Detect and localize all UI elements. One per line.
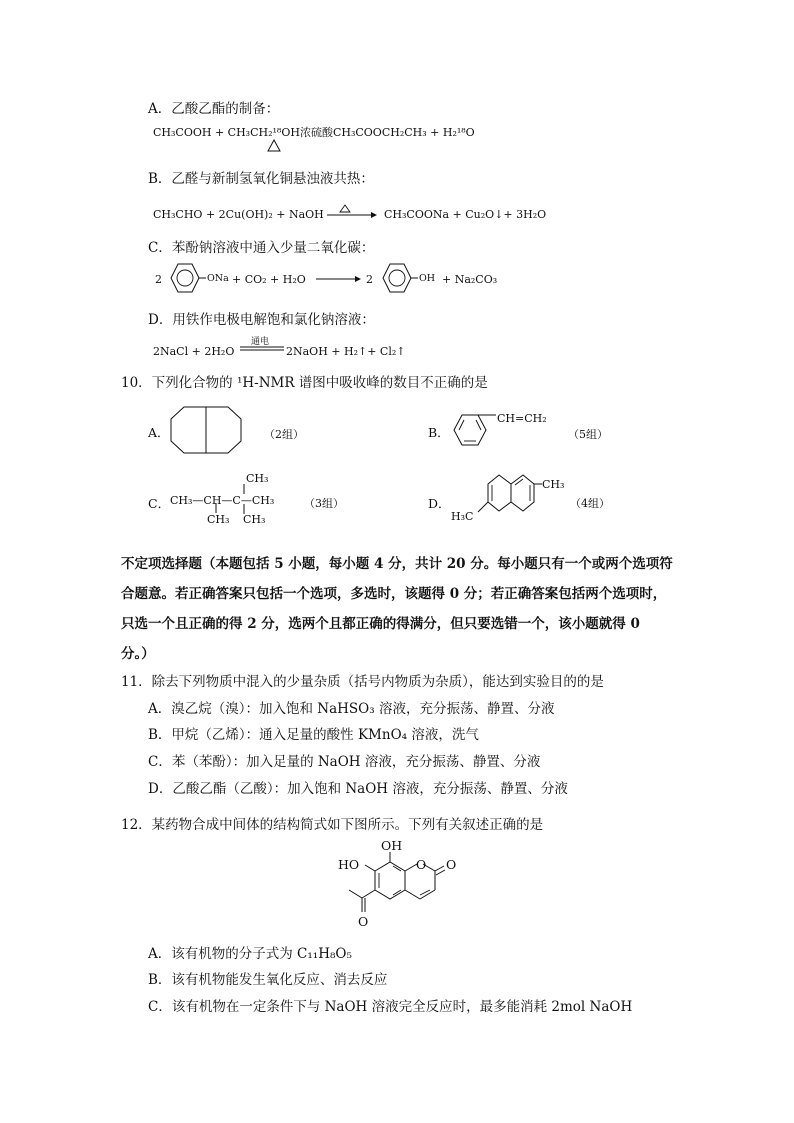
q10-option-a-note: （2组） <box>264 428 304 441</box>
q9-option-b-label: B．乙醛与新制氢氧化铜悬浊液共热： <box>148 171 374 187</box>
naphthalene-structure-icon <box>484 470 544 534</box>
q9-option-d-condition: 通电 <box>251 337 270 347</box>
q12-o-keto: O <box>446 857 457 872</box>
q10-stem: 10．下列化合物的 ¹H-NMR 谱图中吸收峰的数目不正确的是 <box>121 375 488 391</box>
section-instructions-line-2: 合题意。若正确答案只包括一个选项，多选时，该题得 0 分；若正确答案包括两个选项时， <box>121 586 667 602</box>
q12-ho-left: HO <box>338 857 360 872</box>
q10-option-d-h3c: H₃C <box>451 510 474 523</box>
equals-sign-icon <box>240 345 284 353</box>
q10-option-b-note: （5组） <box>568 428 608 441</box>
q10-option-c-note: （3组） <box>304 497 344 510</box>
q12-oh-top: OH <box>381 838 403 853</box>
q11-option-d: D．乙酸乙酯（乙酸）：加入饱和 NaOH 溶液，充分振荡、静置、分液 <box>148 781 568 797</box>
q11-stem: 11．除去下列物质中混入的少量杂质（括号内物质为杂质），能达到实验目的的是 <box>121 674 604 690</box>
section-instructions-line-4: 分。） <box>121 646 155 662</box>
q12-o-acetyl: O <box>358 914 369 929</box>
q12-option-c: C．该有机物在一定条件下与 NaOH 溶液完全反应时，最多能消耗 2mol NaOH <box>148 999 633 1015</box>
benzene-ring-icon <box>450 412 498 452</box>
q9-option-a-equation: CH₃COOH + CH₃CH₂¹⁸OH浓硫酸CH₃COOCH₂CH₃ + H₂¹⁸O <box>153 126 475 139</box>
q12-o-ring: O <box>416 857 427 872</box>
section-instructions-line-1: 不定项选择题（本题包括 5 小题，每小题 4 分，共计 20 分。每小题只有一个或两个选项符 <box>121 556 673 572</box>
heat-triangle-icon <box>266 138 282 154</box>
benzene-ring-icon <box>164 262 204 298</box>
section-instructions-line-3: 只选一个且正确的得 2 分，选两个且都正确的得满分，但只要选错一个，该小题就得 0 <box>121 616 640 632</box>
q10-option-c-bottom-1: CH₃ <box>207 513 230 526</box>
q10-option-c-formula: CH₃—CH—C—CH₃ <box>170 494 275 507</box>
q9-option-a-label: A．乙酸乙酯的制备： <box>148 101 280 117</box>
q10-option-c-bottom-2: CH₃ <box>243 513 266 526</box>
q9-option-b-equation-right: CH₃COONa + Cu₂O↓+ 3H₂O <box>384 208 547 221</box>
q9-option-b-equation-left: CH₃CHO + 2Cu(OH)₂ + NaOH <box>153 208 324 221</box>
q9-option-d-label: D．用铁作电极电解饱和氯化钠溶液： <box>148 312 375 328</box>
q9-option-c-label: C．苯酚钠溶液中通入少量二氧化碳： <box>148 240 375 256</box>
q10-option-d-note: （4组） <box>570 497 610 510</box>
q9-option-c-right: + Na₂CO₃ <box>442 273 498 286</box>
q10-option-d-label: D． <box>428 496 451 511</box>
reaction-arrow-icon <box>314 272 362 286</box>
q12-option-b: B．该有机物能发生氧化反应、消去反应 <box>148 972 388 988</box>
q9-option-c-oh: OH <box>419 273 436 284</box>
q10-option-b-label: B． <box>428 425 450 440</box>
q10-option-c-label: C． <box>148 496 171 511</box>
q12-option-a: A．该有机物的分子式为 C₁₁H₈O₅ <box>148 946 352 962</box>
q11-option-b: B．甲烷（乙烯）：通入足量的酸性 KMnO₄ 溶液，洗气 <box>148 727 479 743</box>
benzene-ring-icon <box>376 262 416 298</box>
q9-option-c-coef-1: 2 <box>155 273 162 286</box>
q10-option-c-top: CH₃ <box>246 472 269 485</box>
q9-option-c-ona: ONa <box>207 273 229 284</box>
q11-option-c: C．苯（苯酚）：加入足量的 NaOH 溶液，充分振荡、静置、分液 <box>148 754 541 770</box>
q11-option-a: A．溴乙烷（溴）：加入饱和 NaHSO₃ 溶液，充分振荡、静置、分液 <box>148 701 555 717</box>
q12-stem: 12．某药物合成中间体的结构简式如下图所示。下列有关叙述正确的是 <box>121 817 544 833</box>
q10-option-b-group: CH=CH₂ <box>497 412 547 425</box>
decalin-structure-icon <box>168 404 248 456</box>
q10-option-a-label: A． <box>148 425 170 440</box>
q9-option-d-equation-right: 2NaOH + H₂↑+ Cl₂↑ <box>286 345 406 358</box>
q10-option-d-ch3: CH₃ <box>542 478 565 491</box>
heat-arrow-icon <box>325 202 377 220</box>
q9-option-d-equation-left: 2NaCl + 2H₂O <box>153 345 235 358</box>
q9-option-c-middle: + CO₂ + H₂O <box>232 273 306 286</box>
q9-option-c-coef-2: 2 <box>366 273 373 286</box>
coumarin-structure-icon <box>320 838 470 938</box>
